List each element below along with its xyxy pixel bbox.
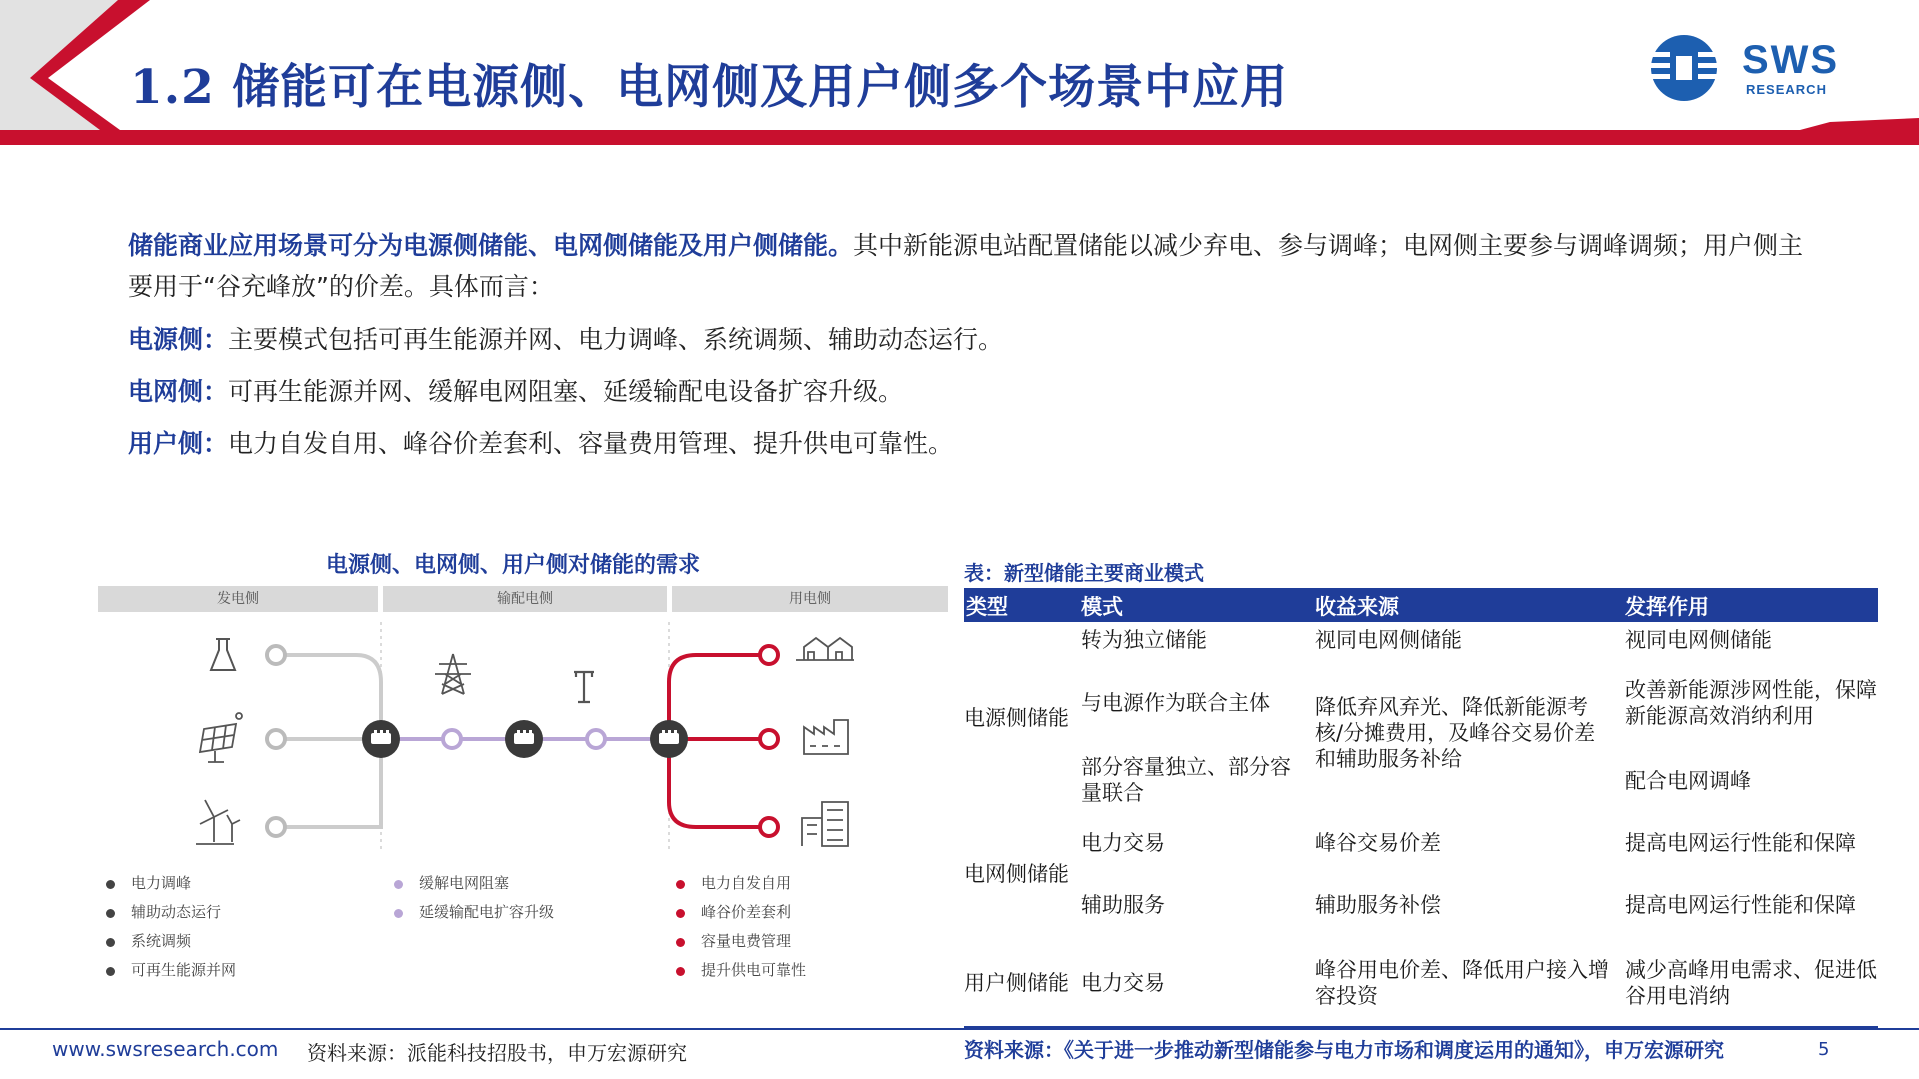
mode-cell: 电力交易 [1081, 831, 1165, 855]
battery-storage-icon [362, 720, 400, 758]
column-header-transmission: 输配电侧 [383, 586, 667, 612]
legend-label: 峰谷价差套利 [701, 903, 792, 921]
role-cell: 提高电网运行性能和保障 [1625, 893, 1856, 917]
income-cell: 辅助服务补偿 [1315, 893, 1441, 917]
mode-cell: 辅助服务 [1081, 893, 1165, 917]
legend-dot [676, 967, 685, 976]
user-node [760, 818, 778, 836]
legend-item-grid [394, 872, 509, 893]
header-red-tail [1800, 118, 1919, 130]
table-title: 表：新型储能主要商业模式 [964, 561, 1204, 585]
income-cell: 峰谷用电价差、降低用户接入增容投资 [1315, 958, 1609, 1008]
logo-mark-icon [1640, 30, 1740, 110]
legend-label: 可再生能源并网 [131, 961, 237, 979]
legend-dot [676, 938, 685, 947]
office-building-icon [802, 802, 848, 846]
bullet-text: 电力自发自用、峰谷价差套利、容量费用管理、提升供电可靠性。 [228, 429, 954, 458]
power-plant-icon [211, 639, 235, 670]
bullet-line-user [128, 424, 953, 460]
footer-website-link[interactable]: www.swsresearch.com [52, 1037, 279, 1061]
page-title: 1.2 储能可在电源侧、电网侧及用户侧多个场景中应用 [130, 60, 1289, 115]
battery-storage-icon [650, 720, 688, 758]
factory-icon [804, 720, 848, 754]
legend-item-gen [106, 901, 221, 922]
legend-item-user [676, 872, 791, 893]
income-cell-merged: 降低弃风弃光、降低新能源考核/分摊费用，及峰谷交易价差和辅助服务补给 [1315, 695, 1596, 771]
footer-source-table: 资料来源：《关于进一步推动新型储能参与电力市场和调度运用的通知》，申万宏源研究 [964, 1038, 1724, 1062]
utility-pole-icon [574, 672, 594, 702]
legend-label: 提升供电可靠性 [701, 961, 807, 979]
income-cell: 视同电网侧储能 [1315, 628, 1462, 652]
storage-flow-diagram [96, 612, 956, 857]
income-cell: 峰谷交易价差 [1315, 831, 1441, 855]
legend-item-gen [106, 959, 236, 980]
legend-label: 系统调频 [131, 932, 192, 950]
role-cell: 减少高峰用电需求、促进低谷用电消纳 [1625, 958, 1877, 1008]
legend-dot [106, 909, 115, 918]
gen-node [267, 646, 285, 664]
bullet-line-grid [128, 372, 903, 408]
legend-item-user [676, 959, 806, 980]
figure-title: 电源侧、电网侧、用户侧对储能的需求 [326, 553, 701, 578]
sws-logo [1640, 30, 1890, 110]
gen-node [267, 730, 285, 748]
legend-item-user [676, 930, 791, 951]
legend-item-grid [394, 901, 554, 922]
transmission-tower-icon [435, 654, 471, 694]
bullet-text: 主要模式包括可再生能源并网、电力调峰、系统调频、辅助动态运行。 [228, 325, 1004, 354]
type-cell-grid: 电网侧储能 [964, 862, 1069, 886]
legend-dot [676, 880, 685, 889]
role-cell: 视同电网侧储能 [1625, 628, 1772, 652]
mode-cell: 与电源作为联合主体 [1081, 691, 1270, 715]
legend-dot [106, 967, 115, 976]
grid-node [587, 730, 605, 748]
legend-label: 电力自发自用 [701, 874, 792, 892]
type-cell-user: 用户侧储能 [964, 971, 1069, 995]
logo-subtext: RESEARCH [1746, 82, 1827, 97]
role-cell: 改善新能源涉网性能，保障新能源高效消纳利用 [1625, 678, 1877, 728]
legend-item-user [676, 901, 791, 922]
table-header-type: 类型 [966, 595, 1008, 619]
mode-cell: 电力交易 [1081, 971, 1165, 995]
bullet-label: 电网侧： [128, 377, 229, 406]
legend-dot [394, 909, 403, 918]
battery-storage-icon [505, 720, 543, 758]
legend-dot [106, 938, 115, 947]
table-header-role: 发挥作用 [1625, 595, 1709, 619]
bullet-label: 用户侧： [128, 429, 229, 458]
logo-text: SWS [1742, 38, 1840, 82]
footer-source-left: 资料来源：派能科技招股书，申万宏源研究 [307, 1041, 687, 1065]
legend-dot [106, 880, 115, 889]
wind-turbine-icon [196, 800, 240, 844]
column-header-consumption: 用电侧 [672, 586, 948, 612]
houses-icon [796, 638, 854, 660]
table-header-mode: 模式 [1081, 595, 1123, 619]
legend-label: 缓解电网阻塞 [419, 874, 510, 892]
legend-item-gen [106, 930, 191, 951]
user-node [760, 730, 778, 748]
bullet-label: 电源侧： [128, 325, 229, 354]
gen-node [267, 818, 285, 836]
grid-node [443, 730, 461, 748]
footer-rule [0, 1028, 1919, 1030]
bullet-line-gen [128, 320, 1003, 356]
user-node [760, 646, 778, 664]
role-cell: 提高电网运行性能和保障 [1625, 831, 1856, 855]
intro-rest: 其中新能源电站配置储能以减少弃电、参与调峰；电网侧主要参与调峰调频；用户侧主要用于“谷充峰放”的价差。具体而言： [128, 231, 1804, 301]
solar-panel-icon [200, 713, 242, 762]
role-cell: 配合电网调峰 [1625, 769, 1751, 793]
legend-label: 电力调峰 [131, 874, 192, 892]
column-header-generation: 发电侧 [98, 586, 378, 612]
intro-highlight: 储能商业应用场景可分为电源侧储能、电网侧储能及用户侧储能。 [128, 231, 854, 260]
mode-cell: 部分容量独立、部分容量联合 [1081, 755, 1291, 805]
mode-cell: 转为独立储能 [1081, 628, 1207, 652]
intro-paragraph [128, 225, 1828, 307]
legend-item-gen [106, 872, 191, 893]
table-header-income: 收益来源 [1315, 595, 1399, 619]
type-cell-gen: 电源侧储能 [964, 706, 1069, 730]
bullet-text: 可再生能源并网、缓解电网阻塞、延缓输配电设备扩容升级。 [228, 377, 904, 406]
legend-label: 辅助动态运行 [131, 903, 222, 921]
legend-dot [676, 909, 685, 918]
user-connector [669, 655, 769, 739]
legend-label: 延缓输配电扩容升级 [419, 903, 555, 921]
legend-label: 容量电费管理 [701, 932, 792, 950]
page-number: 5 [1818, 1039, 1830, 1060]
legend-dot [394, 880, 403, 889]
